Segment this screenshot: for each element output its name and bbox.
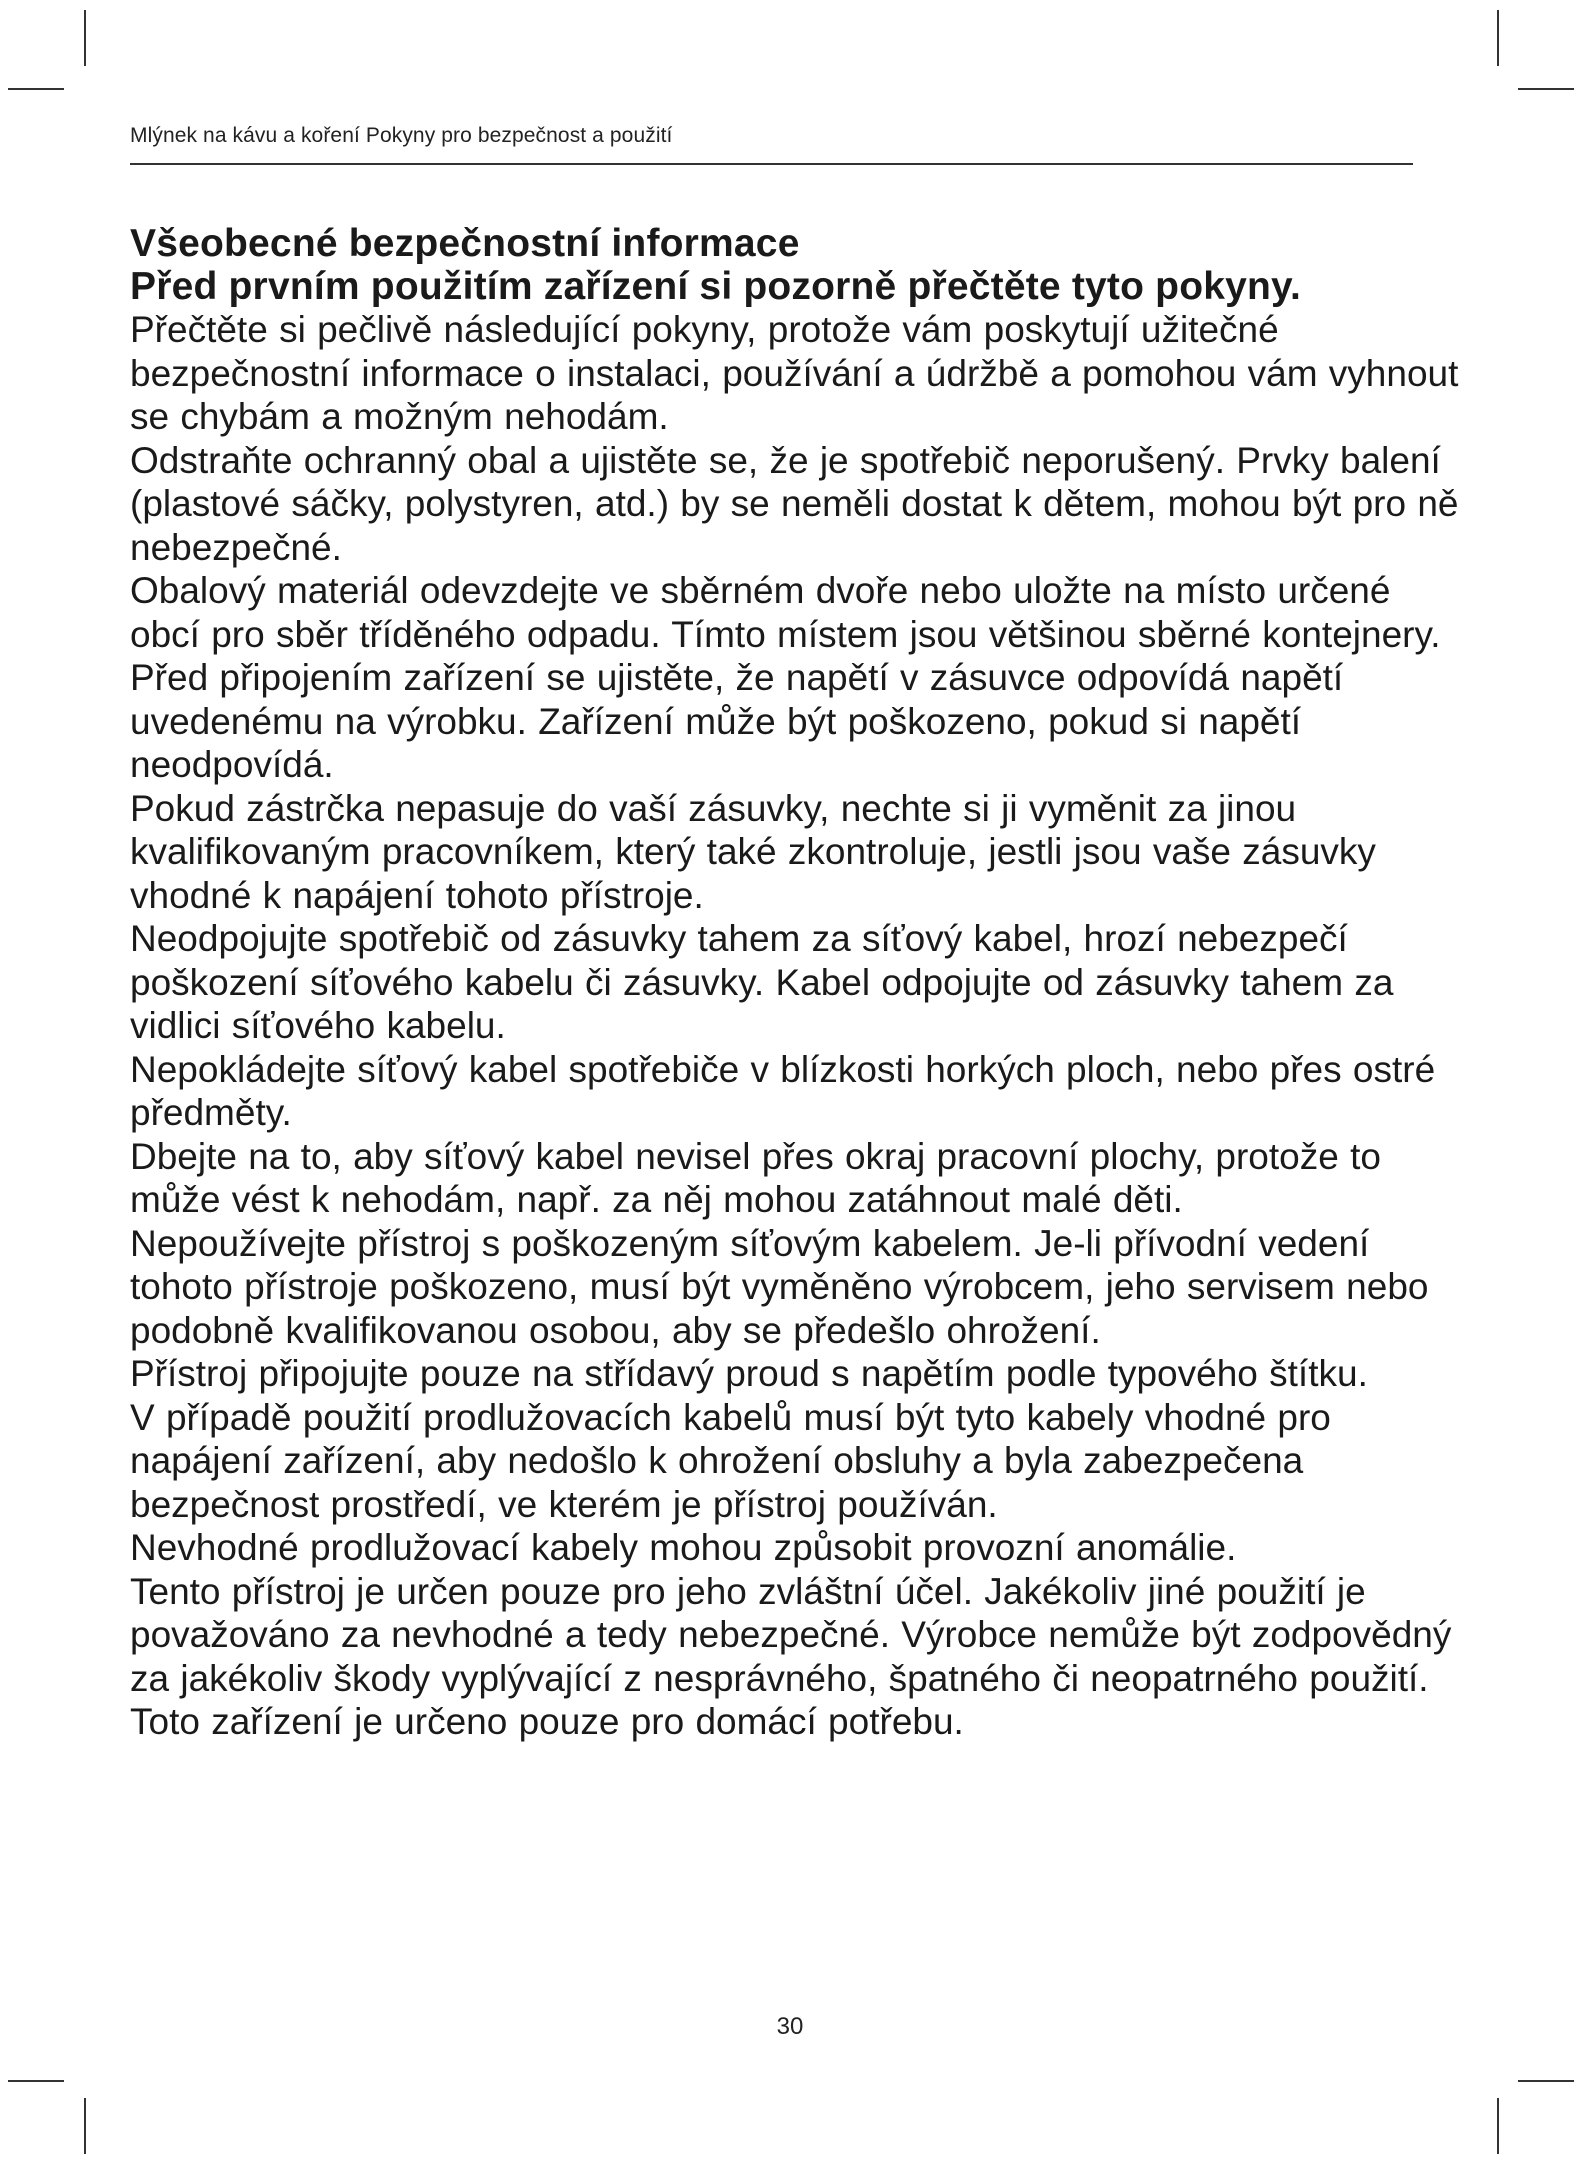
paragraph: Přístroj připojujte pouze na střídavý proud s napětím podle typového štítku. bbox=[130, 1353, 1368, 1394]
paragraph: Neodpojujte spotřebič od zásuvky tahem za síťový kabel, hrozí nebezpečí poškození síťového kabelu či zásuvky. Kabel odpojujte od zásuvky tahem za vidlici síťového kabelu. bbox=[130, 918, 1394, 1046]
paragraph: Před připojením zařízení se ujistěte, že napětí v zásuvce odpovídá napětí uvedenému na výrobku. Zařízení může být poškozeno, pokud si napětí neodpovídá. bbox=[130, 657, 1344, 785]
paragraph: Odstraňte ochranný obal a ujistěte se, že je spotřebič neporušený. Prvky balení (plastové sáčky, polystyren, atd.) by se neměli dostat k dětem, mohou být pro ně nebezpečné. bbox=[130, 439, 1459, 568]
paragraph: Nepoužívejte přístroj s poškozeným síťovým kabelem. Je-li přívodní vedení tohoto přístroje poškozeno, musí být vyměněno výrobcem, jeho servisem nebo podobně kvalifikovanou osobou, aby se předešlo ohrožení. bbox=[130, 1222, 1429, 1351]
crop-mark-top-right-vertical bbox=[1497, 10, 1499, 66]
paragraph: Přečtěte si pečlivě následující pokyny, protože vám poskytují užitečné bezpečnostní informace o instalaci, používání a údržbě a pomohou vám vyhnout se chybám a možným nehodám. bbox=[130, 309, 1459, 437]
crop-mark-top-left-vertical bbox=[84, 10, 86, 66]
paragraph: Pokud zástrčka nepasuje do vaší zásuvky, nechte si ji vyměnit za jinou kvalifikovaným pracovníkem, který také zkontroluje, jestli jsou vaše zásuvky vhodné k napájení tohoto přístroje. bbox=[130, 787, 1376, 916]
document-body bbox=[130, 222, 1480, 1744]
paragraph: Obalový materiál odevzdejte ve sběrném dvoře nebo uložte na místo určené obcí pro sběr tříděného odpadu. Tímto místem jsou většinou sběrné kontejnery. bbox=[130, 570, 1441, 655]
paragraph: Tento přístroj je určen pouze pro jeho zvláštní účel. Jakékoliv jiné použití je považováno za nevhodné a tedy nebezpečné. Výrobce nemůže být zodpovědný za jakékoliv škody vyplývající z nesprávného, špatného či neopatrného použití. Toto zařízení je určeno pouze pro domácí potřebu. bbox=[130, 1570, 1452, 1742]
page-number: 30 bbox=[776, 2013, 804, 2040]
section-title: Všeobecné bezpečnostní informace bbox=[130, 222, 800, 265]
paragraph: Nepokládejte síťový kabel spotřebiče v blízkosti horkých ploch, nebo přes ostré předměty. bbox=[130, 1048, 1436, 1133]
header-divider bbox=[130, 163, 1413, 165]
crop-mark-bottom-right-horizontal bbox=[1518, 2080, 1574, 2082]
crop-mark-top-left-horizontal bbox=[8, 88, 64, 90]
section-subtitle: Před prvním použitím zařízení si pozorně přečtěte tyto pokyny. bbox=[130, 265, 1302, 308]
paragraph: Nevhodné prodlužovací kabely mohou způsobit provozní anomálie. bbox=[130, 1527, 1237, 1568]
crop-mark-bottom-left-horizontal bbox=[8, 2080, 64, 2082]
crop-mark-bottom-right-vertical bbox=[1497, 2098, 1499, 2154]
paragraph: V případě použití prodlužovacích kabelů musí být tyto kabely vhodné pro napájení zařízení, aby nedošlo k ohrožení obsluhy a byla zabezpečena bezpečnost prostředí, ve kterém je přístroj používán. bbox=[130, 1396, 1331, 1525]
paragraph: Dbejte na to, aby síťový kabel nevisel přes okraj pracovní plochy, protože to může vést k nehodám, např. za něj mohou zatáhnout malé děti. bbox=[130, 1135, 1381, 1220]
crop-mark-top-right-horizontal bbox=[1518, 88, 1574, 90]
crop-mark-bottom-left-vertical bbox=[84, 2098, 86, 2154]
running-header: Mlýnek na kávu a koření Pokyny pro bezpečnost a použití bbox=[130, 124, 673, 147]
